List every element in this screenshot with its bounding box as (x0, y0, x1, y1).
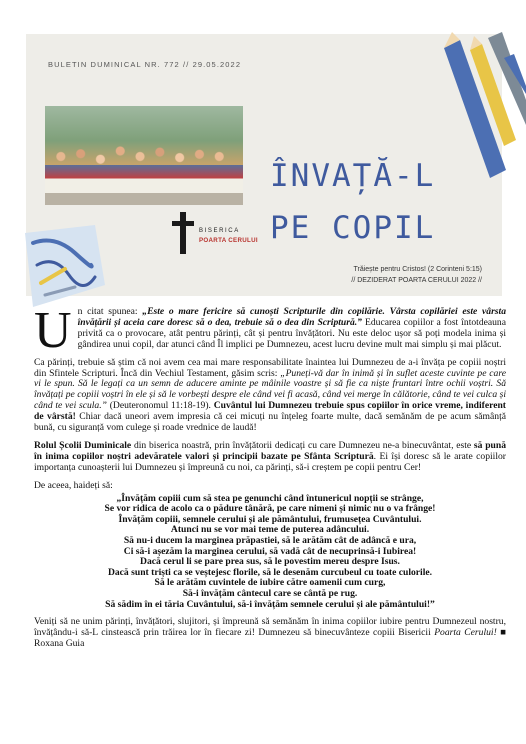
logo-line2: POARTA CERULUI (199, 237, 258, 244)
poem-line: Învățăm copiii, semnele cerului și ale pământului, frumusețea Cuvântului. (118, 513, 422, 525)
group-photo (45, 106, 243, 205)
p3-emphasis-1: Rolul Școlii Duminicale (34, 439, 132, 451)
motto (351, 264, 482, 286)
poem-line: Să sădim în ei tăria Cuvântului, să-i învățăm semnele cerului și ale pământului!” (105, 598, 435, 610)
poem-line: „Învățăm copiii cum să stea pe genunchi când întunericul nopții se strânge, (116, 492, 424, 504)
author-signature: ■ Roxana Guia (34, 627, 506, 649)
pencils-decoration (430, 30, 526, 190)
motto-line2: // DEZIDERAT POARTA CERULUI 2022 // (351, 277, 482, 284)
poem-line: Dacă cerul li se pare prea sus, să le povestim mereu despre Isus. (140, 556, 400, 568)
intro-paragraph (34, 302, 507, 359)
p2-reference: (Deuteronomul 11:18-19). (106, 400, 211, 412)
paragraph-parents (34, 358, 506, 434)
logo-line1: BISERICA (199, 228, 240, 234)
p2-text: Chiar dacă uneori avem impresia că cei micuți nu înțeleg foarte multe, dacă semănăm de pe acum sămânță bună, cu siguranță vom culege și roade vrednice de laudă! (34, 411, 506, 434)
paragraph-sunday-school (34, 441, 506, 474)
poem-line: Să nu-i ducem la marginea prăpastiei, să le arătăm cât de adâncă e ura, (123, 534, 417, 546)
p1-quote: „Este o mare fericire să cunoști Scripturile din copilărie. Vârsta copilăriei este vârsta învățării și aceia care doresc să o dea, trebuie să o dea din Scriptură.” (77, 306, 507, 328)
poem-line: Să le arătăm cuvintele de iubire către oamenii cum curg, (154, 577, 386, 589)
p2-quote: „Puneți-vă dar în inimă și în suflet aceste cuvinte pe care vi le spun. Să le legați ca un semn de aducere aminte pe mâinile voastre și să fie ca niște fruntari între ochii voștri. Să învățați pe copiii voștri în ele și să le vorbești despre ele când vei fi acasă, când vei merge în călătorie, când te vei culca și când te vei scula.” (34, 367, 506, 412)
poem (34, 494, 506, 611)
paragraph-intro-poem: De aceea, haideți să: (34, 479, 113, 491)
photo-ground (45, 193, 243, 205)
title-line1: ÎNVAȚĂ-L (270, 158, 436, 194)
cross-icon (172, 212, 194, 254)
poem-line: Ci să-i așezăm la marginea cerului, să vadă cât de necuprinsă-i Iubirea! (123, 545, 417, 557)
motto-line1: Trăiește pentru Cristos! (2 Corinteni 5:15) (353, 266, 482, 273)
drop-cap: U (34, 302, 72, 359)
church-logo (172, 212, 262, 256)
p2-lead: Ca părinți, trebuie să știm că noi avem cea mai mare responsabilitate înaintea lui Dumnezeu de a-i învăța pe copiii noștri din Sfintele Scripturi. Încă din Vechiul Testament, găsim scris: (34, 356, 506, 379)
closing-paragraph (34, 617, 506, 650)
article (34, 302, 507, 657)
poem-line: Atunci nu se vor mai teme de puterea adâncului. (170, 524, 370, 536)
p1-lead: n citat spunea: (77, 306, 143, 317)
p3-emphasis-2: să pună în inima copiilor noștri adevăratele valori și principii bazate pe Sfânta Scriptură (34, 439, 506, 462)
children-group (45, 140, 243, 195)
bulletin-number: BULETIN DUMINICAL NR. 772 // 29.05.2022 (48, 60, 242, 69)
title-line2: PE COPIL (270, 210, 436, 246)
p1-text: Educarea copiilor a fost întotdeauna privită ca o provocare, atât pentru părinți, cât și pentru învățători. Nu este deloc ușor să poți modela inima și gândirea unui copil, dar atunci când Îl implici pe Dumnezeu, acest lucru devine mult mai simplu și mai plăcut. (77, 316, 506, 350)
crayon-drawing-decoration (25, 225, 105, 307)
p3-text-1: din biserica noastră, prin învățătorii dedicați cu care Dumnezeu ne-a binecuvântat, este (131, 439, 474, 451)
p2-emphasis: Cuvântul lui Dumnezeu trebuie spus copiilor în orice vreme, indiferent de vârstă! (34, 400, 507, 423)
poem-line: Să-i învățăm cântecul care se cântă pe rug. (182, 587, 358, 599)
church-name: Poarta Cerului! (434, 627, 497, 639)
p5-text: Veniți să ne unim părinți, învățători, slujitori, și împreună să semănăm în inima copiilor iubire pentru Dumnezeul nostru, învățându-i să-L cinstească prin trăirea lor în fiecare zi! Dumnezeu să binecuvânteze copiii Bisericii (34, 616, 506, 639)
poem-line: Se vor ridica de acolo ca o pădure tânără, pe care nimeni și nimic nu o va frânge! (104, 503, 436, 515)
poem-line: Dacă sunt triști ca se veștejesc florile, să le desenăm curcubeul cu toate culorile. (107, 566, 433, 578)
p3-text-2: . Ei își doresc să le arate copiilor importanța cunoașterii lui Dumnezeu și împreună cu noi, ca părinți, să-i creștem pe copii pentru Cer! (34, 450, 506, 473)
